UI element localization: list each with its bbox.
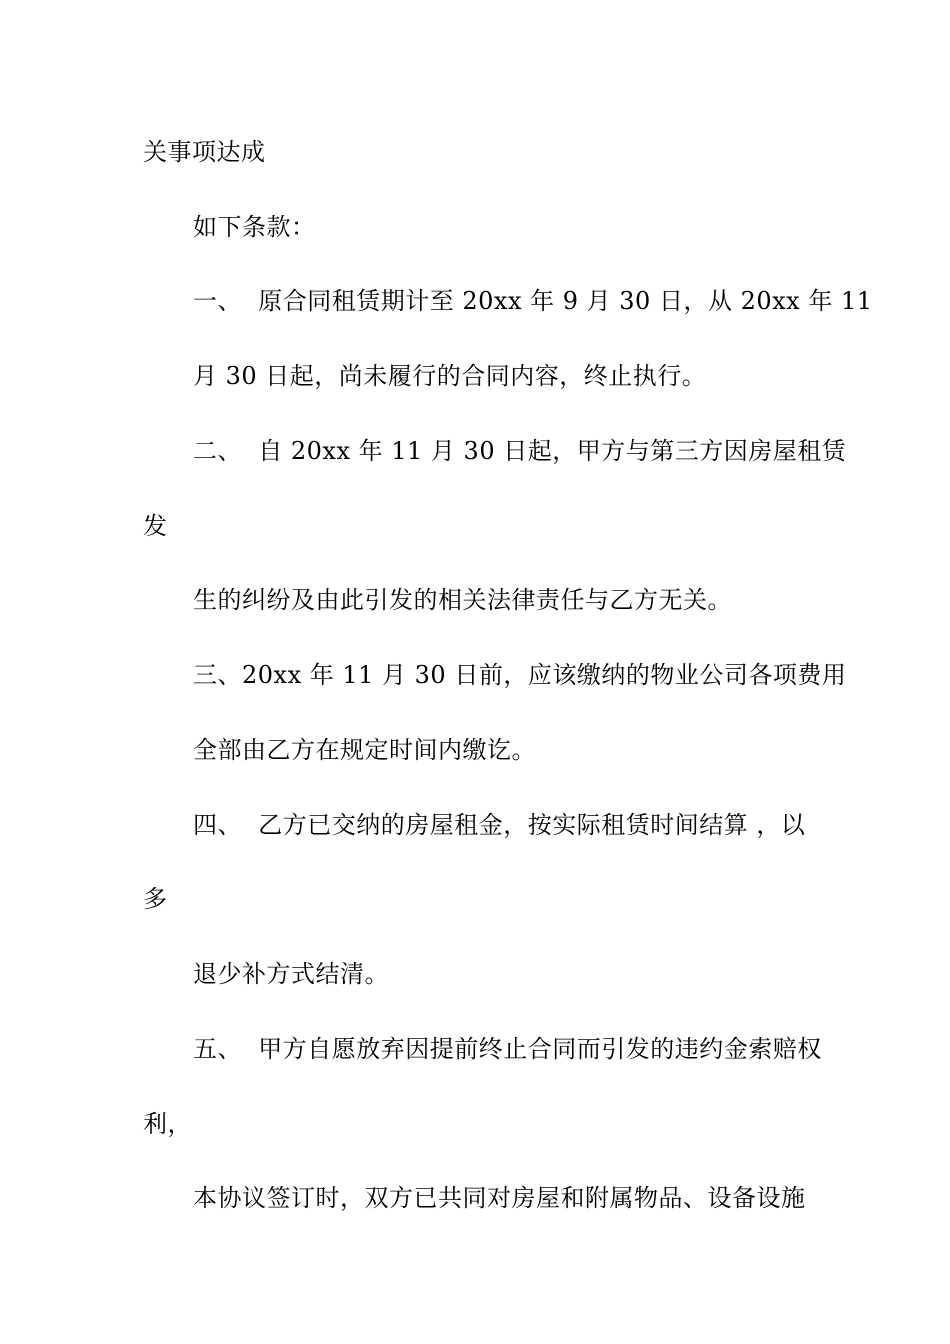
clause-5-line: 五、 甲方自愿放弃因提前终止合同而引发的违约金索赔权 <box>193 1035 822 1063</box>
clause-4-line: 四、 乙方已交纳的房屋租金，按实际租赁时间结算 ，以 <box>193 811 806 839</box>
clause-4-line: 多 <box>143 885 168 913</box>
clause-3-line: 全部由乙方在规定时间内缴讫。 <box>193 736 536 764</box>
clause-2-line: 发 <box>143 512 168 540</box>
clause-2-line: 生的纠纷及由此引发的相关法律责任与乙方无关。 <box>193 586 732 614</box>
clause-1-line: 月 30 日起，尚未履行的合同内容，终止执行。 <box>193 362 707 390</box>
clause-5-line: 利， <box>143 1110 192 1138</box>
text-line: 如下条款： <box>193 213 316 241</box>
clause-1-line: 一、 原合同租赁期计至 20xx 年 9 月 30 日，从 20xx 年 11 <box>193 287 873 315</box>
text-line: 关事项达成 <box>143 138 266 166</box>
clause-4-line: 退少补方式结清。 <box>193 960 389 988</box>
clause-3-line: 三、20xx 年 11 月 30 日前，应该缴纳的物业公司各项费用 <box>193 661 847 689</box>
clause-2-line: 二、 自 20xx 年 11 月 30 日起，甲方与第三方因房屋租赁 <box>193 437 847 465</box>
text-line: 本协议签订时，双方已共同对房屋和附属物品、设备设施 <box>193 1184 806 1212</box>
